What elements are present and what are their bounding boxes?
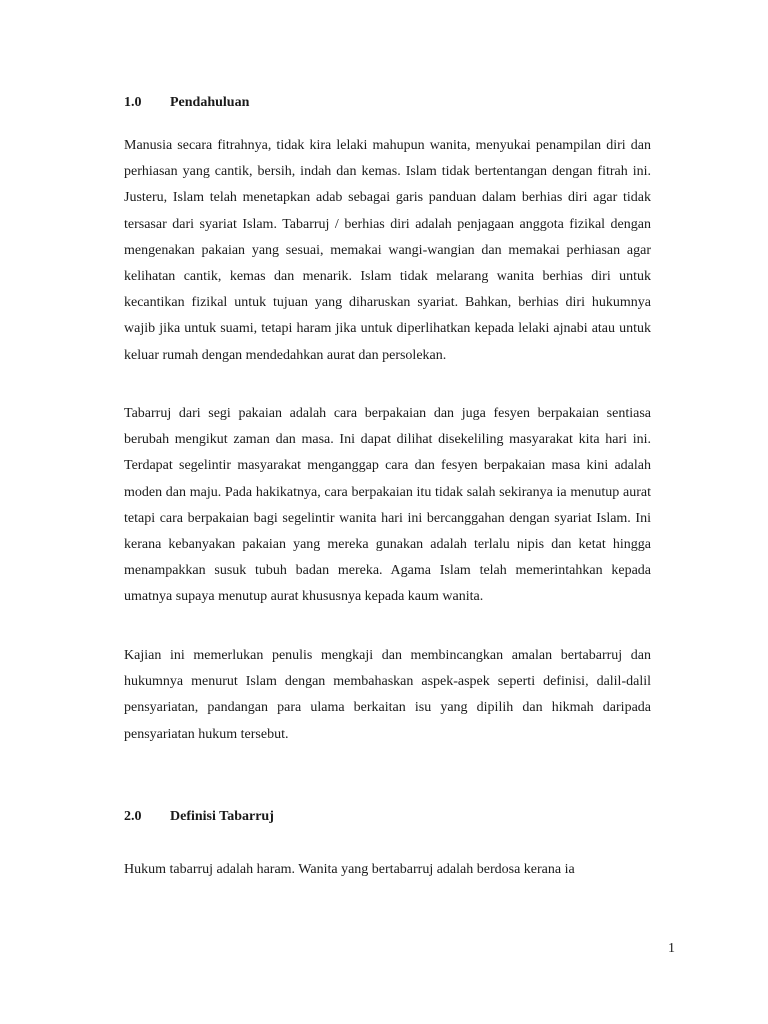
section-title: Pendahuluan: [170, 95, 250, 110]
section-number: 2.0: [124, 809, 142, 824]
page-number: 1: [668, 941, 675, 956]
section-title: Definisi Tabarruj: [170, 809, 274, 824]
section-heading-pendahuluan: [124, 94, 249, 112]
paragraph-tabarruj-pakaian: Tabarruj dari segi pakaian adalah cara berpakaian dan juga fesyen berpakaian sentiasa berubah mengikut zaman dan masa. Ini dapat dilihat disekeliling masyarakat kita hari ini. Terdapat segelintir masyarakat menganggap cara dan fesyen berpakaian masa kini adalah moden dan maju. Pada hakikatnya, cara berpakaian itu tidak salah sekiranya ia menutup aurat tetapi cara berpakaian bagi segelintir wanita hari ini bercanggahan dengan syariat Islam. Ini kerana kebanyakan pakaian yang mereka gunakan adalah terlalu nipis dan ketat hingga menampakkan susuk tubuh badan mereka. Agama Islam telah memerintahkan kepada umatnya supaya menutup aurat khususnya kepada kaum wanita.: [124, 406, 651, 605]
section-heading-definisi: [124, 808, 274, 826]
paragraph-definisi: Hukum tabarruj adalah haram. Wanita yang bertabarruj adalah berdosa kerana ia: [124, 862, 575, 877]
paragraph-intro: Manusia secara fitrahnya, tidak kira lelaki mahupun wanita, menyukai penampilan diri dan perhiasan yang cantik, bersih, indah dan kemas. Islam tidak bertentangan dengan fitrah ini. Justeru, Islam telah menetapkan adab sebagai garis panduan dalam berhias diri agar tidak tersasar dari syariat Islam. Tabarruj / berhias diri adalah penjagaan anggota fizikal dengan mengenakan pakaian yang sesuai, memakai wangi-wangian dan memakai perhiasan agar kelihatan cantik, kemas dan menarik. Islam tidak melarang wanita berhias diri untuk kecantikan fizikal untuk tujuan yang diharuskan syariat. Bahkan, berhias diri hukumnya wajib jika untuk suami, tetapi haram jika untuk diperlihatkan kepada lelaki ajnabi atau untuk keluar rumah dengan mendedahkan aurat dan persolekan.: [124, 138, 651, 363]
section-number: 1.0: [124, 95, 142, 110]
paragraph-kajian: Kajian ini memerlukan penulis mengkaji dan membincangkan amalan bertabarruj dan hukumnya menurut Islam dengan membahaskan aspek-aspek seperti definisi, dalil-dalil pensyariatan, pandangan para ulama berkaitan isu yang dipilih dan hikmah daripada pensyariatan hukum tersebut.: [124, 648, 651, 742]
